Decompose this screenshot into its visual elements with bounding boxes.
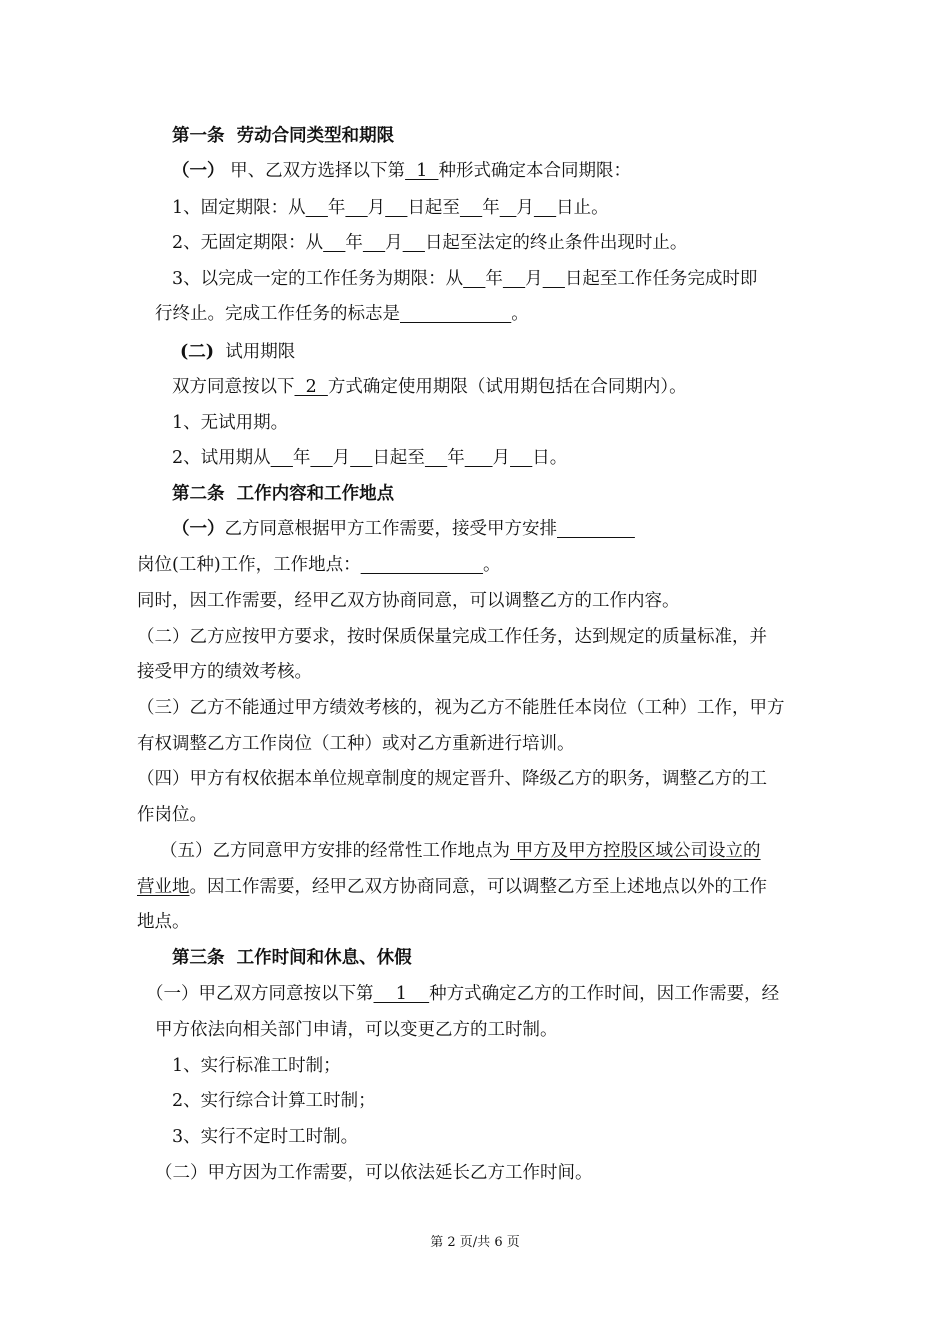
- a2-s5-line1: [160, 840, 761, 862]
- text-span: 2、无固定期限：从: [172, 233, 324, 253]
- text-span: 年: [327, 198, 346, 218]
- a1-s2-opt1: 1、无试用期。: [172, 413, 289, 433]
- a1-opt3-line1: [172, 268, 757, 290]
- blank-field: [425, 448, 447, 468]
- blank-field: [500, 198, 517, 218]
- text-span: 月: [367, 198, 386, 218]
- text-span: 月: [492, 448, 511, 468]
- text-span: 日起至: [407, 198, 460, 218]
- blank-field: [361, 555, 483, 575]
- a1-heading: 第一条 劳动合同类型和期限: [172, 126, 395, 146]
- blank-field: 甲方及甲方控股区域公司设立的: [510, 841, 761, 861]
- text-span: 乙方同意根据甲方工作需要，接受甲方安排: [224, 519, 557, 539]
- blank-field: [460, 198, 482, 218]
- a1-opt3-line2: [155, 303, 529, 325]
- text-span: 种方式确定乙方的工作时间，因工作需要，经: [429, 984, 780, 1004]
- blank-field: [403, 233, 425, 253]
- blank-field: [345, 198, 367, 218]
- blank-field: [400, 304, 511, 324]
- blank-field: [543, 269, 565, 289]
- blank-field: 营业地: [137, 877, 190, 897]
- blank-field: [465, 448, 493, 468]
- blank-field: [323, 233, 345, 253]
- text-span: (二): [180, 342, 215, 362]
- blank-field: [385, 198, 407, 218]
- a2-s2-line1: （二）乙方应按甲方要求，按时保质保量完成工作任务，达到规定的质量标准，并: [137, 627, 767, 647]
- text-span: 日起至工作任务完成时即: [564, 269, 758, 289]
- blank-field: [363, 233, 385, 253]
- a3-opt2: 2、实行综合计算工时制；: [172, 1091, 376, 1111]
- blank-field: [534, 198, 556, 218]
- blank-field: 2: [294, 377, 328, 397]
- text-span: 1、固定期限：从: [172, 198, 306, 218]
- a1-s2-intro: [172, 376, 687, 398]
- text-span: 日止。: [556, 198, 609, 218]
- text-span: 日起至法定的终止条件出现时止。: [424, 233, 688, 253]
- text-span: 种形式确定本合同期限：: [438, 161, 631, 181]
- a2-s3-line2: 有权调整乙方工作岗位（工种）或对乙方重新进行培训。: [137, 734, 575, 754]
- text-span: 日起至: [372, 448, 425, 468]
- blank-field: 1: [373, 984, 430, 1004]
- a2-s1-line1: [172, 518, 635, 540]
- page-footer: 第 2 页/共 6 页: [430, 1235, 520, 1250]
- a2-s4-line2: 作岗位。: [137, 805, 207, 825]
- text-span: 方式确定使用期限（试用期包括在合同期内）。: [327, 377, 687, 397]
- a2-s2-line2: 接受甲方的绩效考核。: [137, 662, 312, 682]
- text-span: 。: [483, 555, 501, 575]
- text-span: （一）甲乙双方同意按以下第: [146, 984, 374, 1004]
- a3-s1-line2: 甲方依法向相关部门申请，可以变更乙方的工时制。: [155, 1020, 558, 1040]
- a2-s5-line2: [137, 876, 767, 898]
- blank-field: [271, 448, 293, 468]
- a2-heading: 第二条 工作内容和工作地点: [172, 484, 395, 504]
- text-span: 年: [447, 448, 465, 468]
- a1-s1-intro: [172, 160, 631, 182]
- blank-field: [310, 448, 332, 468]
- text-span: 行终止。完成工作任务的标志是: [155, 304, 400, 324]
- blank-field: 1: [405, 161, 439, 181]
- a3-s1-line1: [146, 983, 779, 1005]
- text-span: 年: [292, 448, 311, 468]
- text-span: 月: [332, 448, 351, 468]
- a3-heading: 第三条 工作时间和休息、休假: [172, 948, 412, 968]
- a2-s4-line1: （四）甲方有权依据本单位规章制度的规定晋升、降级乙方的职务，调整乙方的工: [137, 769, 767, 789]
- text-span: 试用期限: [214, 342, 296, 362]
- text-span: 甲、乙双方选择以下第: [224, 161, 406, 181]
- blank-field: [503, 269, 525, 289]
- text-span: 双方同意按以下: [172, 377, 295, 397]
- a2-s1-line2: [137, 554, 501, 576]
- a1-s2-heading: [180, 341, 295, 363]
- a3-s2: （二）甲方因为工作需要，可以依法延长乙方工作时间。: [155, 1163, 593, 1183]
- text-span: 。因工作需要，经甲乙双方协商同意，可以调整乙方至上述地点以外的工作: [189, 877, 767, 897]
- text-span: 岗位(工种)工作，工作地点：: [137, 555, 361, 575]
- text-span: 。: [511, 304, 529, 324]
- text-span: （一）: [172, 161, 225, 181]
- a1-s2-opt2: [172, 447, 567, 469]
- blank-field: [510, 448, 532, 468]
- text-span: 年: [485, 269, 503, 289]
- text-span: （五）乙方同意甲方安排的经常性工作地点为: [160, 841, 510, 861]
- blank-field: [557, 519, 635, 539]
- a2-s5-line3: 地点。: [137, 912, 190, 932]
- text-span: 月: [525, 269, 543, 289]
- text-span: 2、试用期从: [172, 448, 271, 468]
- blank-field: [350, 448, 372, 468]
- text-span: 年: [482, 198, 500, 218]
- text-span: 年: [345, 233, 363, 253]
- text-span: （一）: [172, 519, 225, 539]
- a1-opt2: [172, 232, 687, 254]
- a2-s1-line3: 同时，因工作需要，经甲乙双方协商同意，可以调整乙方的工作内容。: [137, 591, 680, 611]
- a3-opt1: 1、实行标准工时制；: [172, 1056, 341, 1076]
- text-span: 月: [385, 233, 403, 253]
- a3-opt3: 3、实行不定时工时制。: [172, 1127, 359, 1147]
- a2-s3-line1: （三）乙方不能通过甲方绩效考核的，视为乙方不能胜任本岗位（工种）工作，甲方: [137, 698, 785, 718]
- blank-field: [463, 269, 485, 289]
- text-span: 月: [516, 198, 534, 218]
- text-span: 3、以完成一定的工作任务为期限：从: [172, 269, 464, 289]
- blank-field: [306, 198, 328, 218]
- a1-opt1: [172, 197, 609, 219]
- text-span: 日。: [532, 448, 568, 468]
